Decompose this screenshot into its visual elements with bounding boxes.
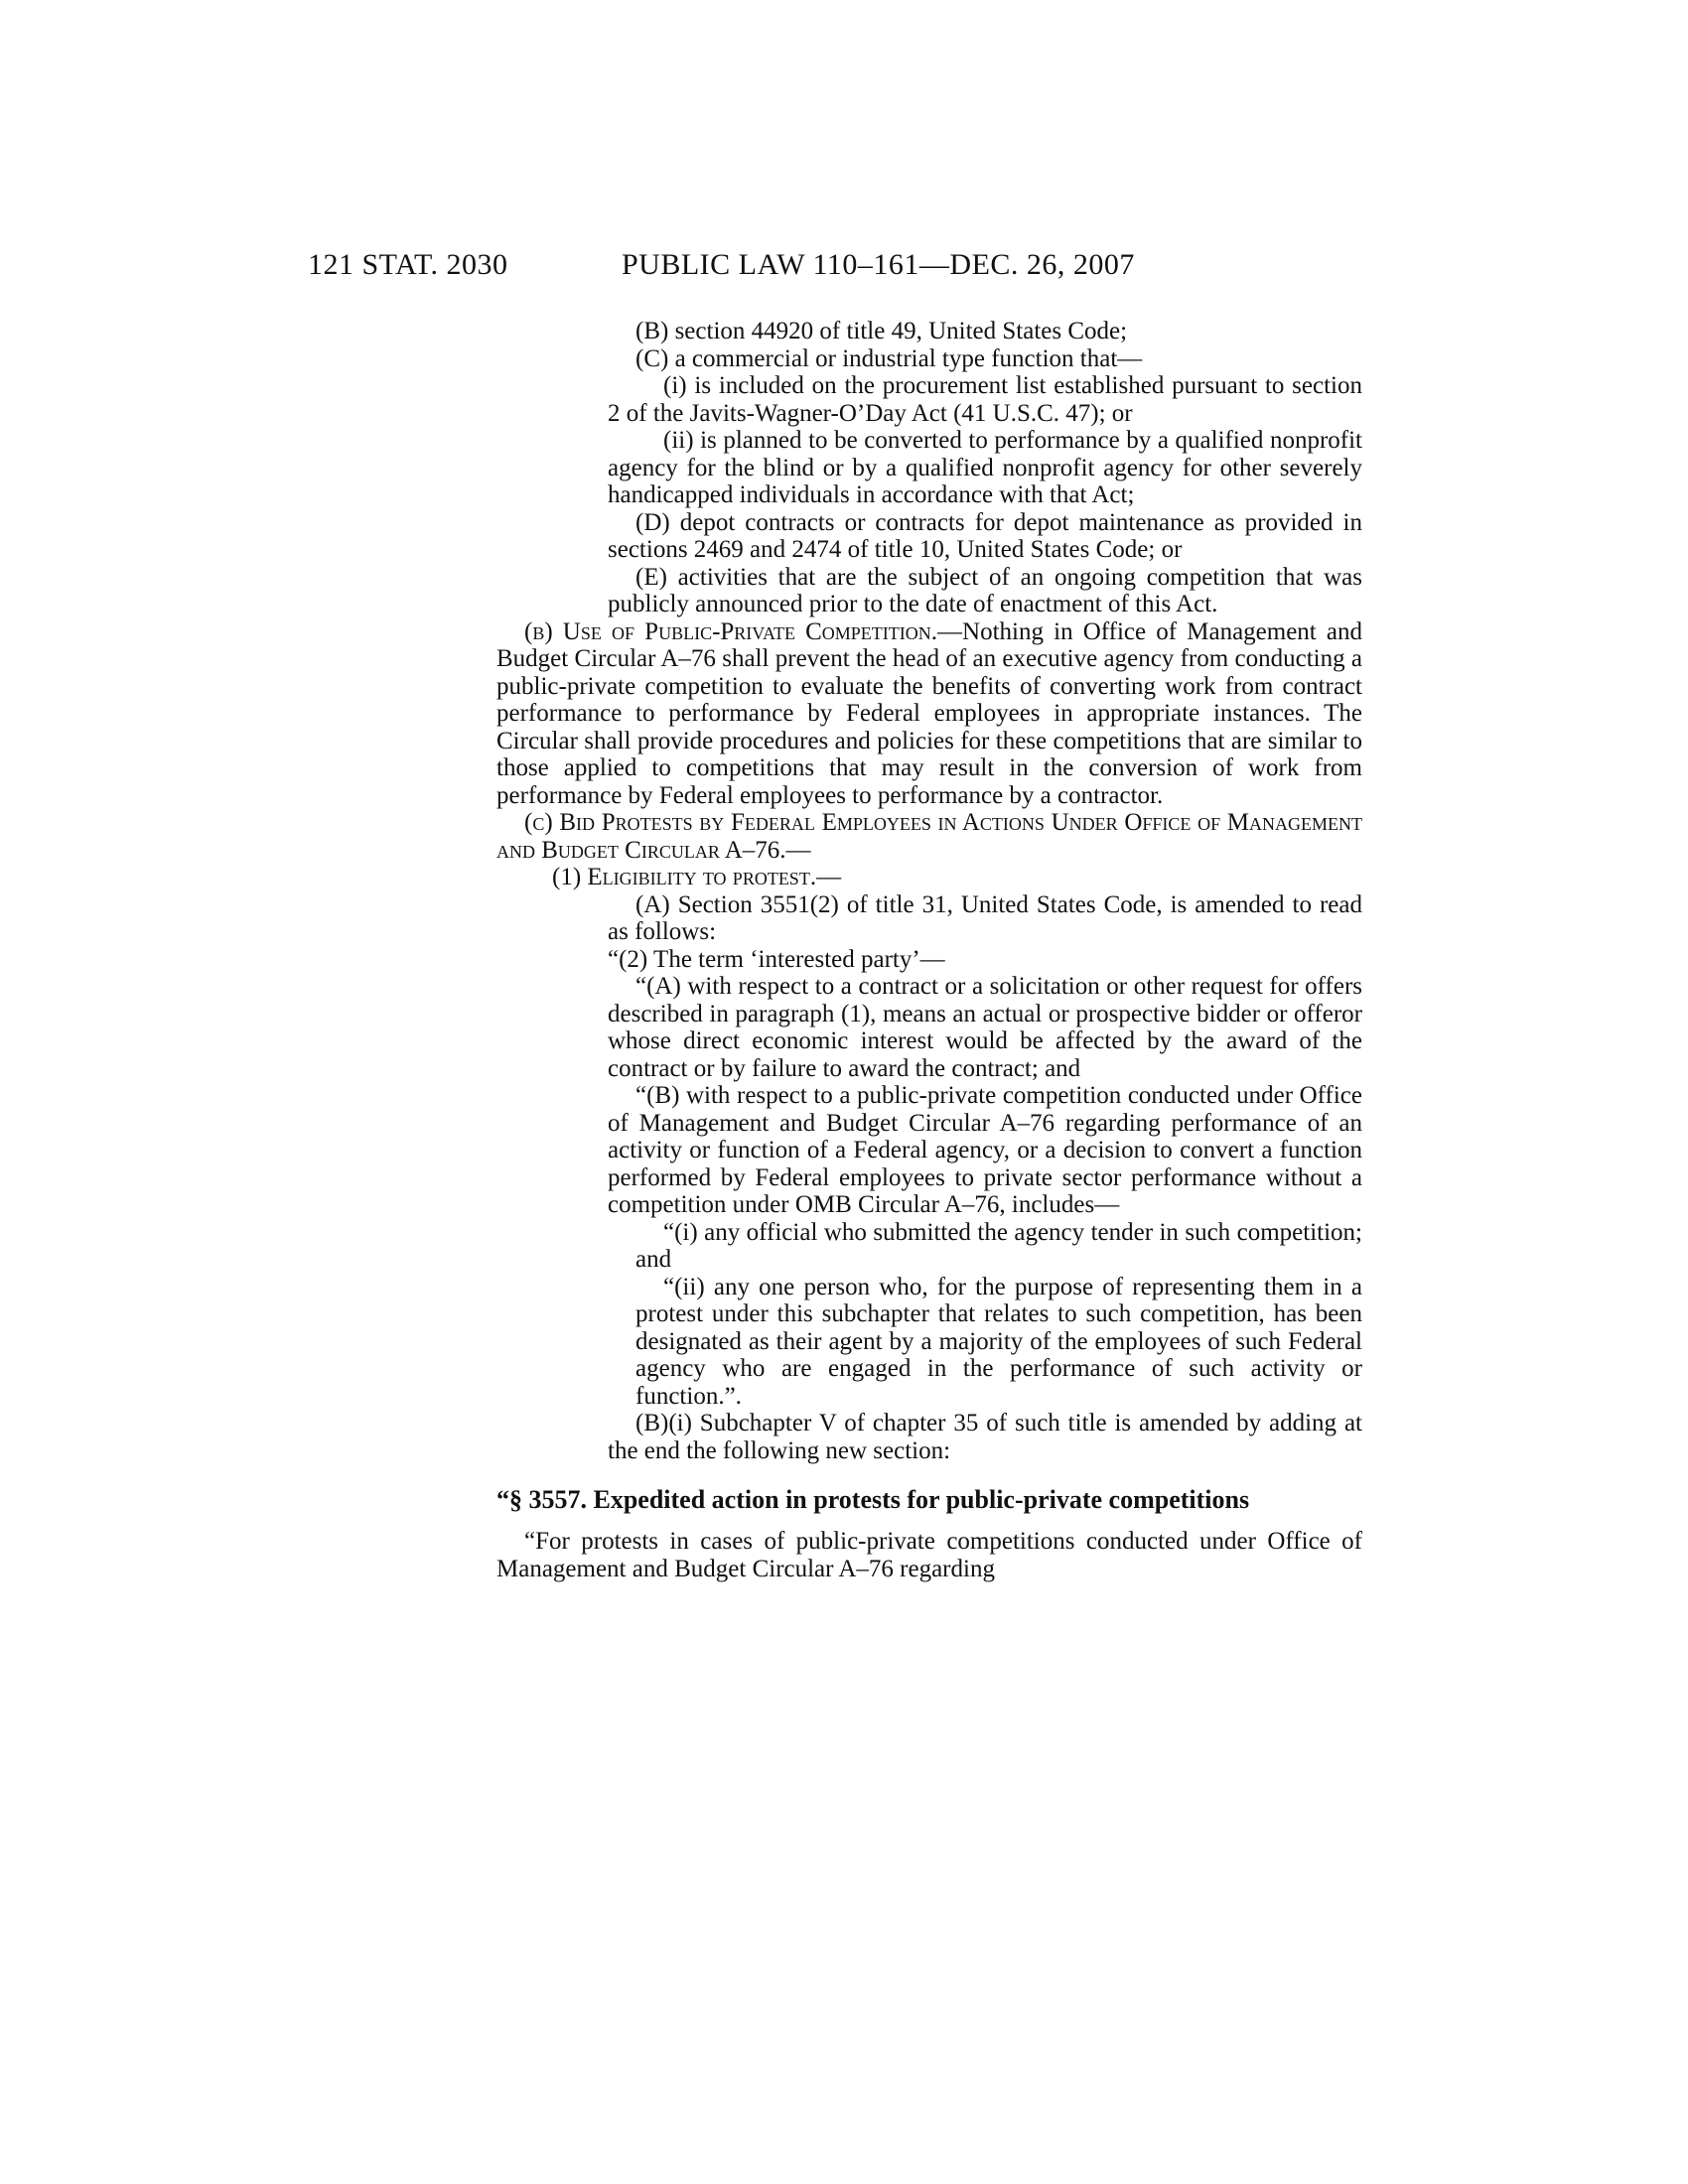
subparagraph-a-section-3551: (A) Section 3551(2) of title 31, United States Code, is amended to read as follows: (608, 890, 1362, 945)
subsection-b-heading: (b) Use of Public-Private Competition. (524, 617, 938, 645)
paragraph-d-depot-contracts: (D) depot contracts or contracts for depot maintenance as provided in sections 2469 and 2474 of title 10, United States Code; or (608, 508, 1362, 563)
paragraph-b-section-44920: (B) section 44920 of title 49, United States Code; (635, 318, 1128, 344)
statute-page-reference: 121 STAT. 2030 (308, 248, 508, 281)
quoted-subparagraph-a: “(A) with respect to a contract or a solicitation or other request for offers described in paragraph (1), means an actual or prospective bidder or offeror whose direct economic interest would be affected by the award of the contract or by failure to award the contract; and (608, 973, 1362, 1082)
section-3557-text: “For protests in cases of public-private competitions conducted under Office of Management and Budget Circular A–76 regarding (496, 1528, 1362, 1582)
paragraph-1-eligibility-heading: (1) Eligibility to protest.— (552, 864, 842, 890)
document-body (496, 318, 1362, 1582)
public-law-reference: PUBLIC LAW 110–161—DEC. 26, 2007 (622, 248, 1135, 281)
clause-i-procurement-list: (i) is included on the procurement list established pursuant to section 2 of the Javits-Wagner-O’Day Act (41 U.S.C. 47); or (608, 372, 1362, 427)
paragraph-e-ongoing-competition: (E) activities that are the subject of an ongoing competition that was publicly announced prior to the date of enactment of this Act. (608, 563, 1362, 617)
subsection-b-use-of-competition (496, 618, 1362, 810)
paragraph-c-commercial-function: (C) a commercial or industrial type function that— (635, 344, 1143, 372)
page-header (0, 248, 1688, 288)
quoted-clause-ii-designated-agent: “(ii) any one person who, for the purpose of representing them in a protest under this subchapter that relates to such competition, has been designated as their agent by a majority of the employees of such Federal agency who are engaged in the performance of such activity or function.”. (635, 1273, 1362, 1410)
section-3557-heading: “§ 3557. Expedited action in protests for public-private competitions (496, 1485, 1250, 1514)
quoted-clause-i-official: “(i) any official who submitted the agency tender in such competition; and (635, 1218, 1362, 1273)
clause-ii-nonprofit-conversion: (ii) is planned to be converted to performance by a qualified nonprofit agency for the blind or by a qualified nonprofit agency for other severely handicapped individuals in accordance with that Act; (608, 427, 1362, 508)
subsection-c-bid-protests-heading: (c) Bid Protests by Federal Employees in Actions Under Office of Management and Budget Circular A–76.— (496, 809, 1362, 864)
quoted-definition-interested-party: “(2) The term ‘interested party’— (608, 945, 945, 973)
subparagraph-b-i-new-section: (B)(i) Subchapter V of chapter 35 of such title is amended by adding at the end the following new section: (608, 1410, 1362, 1464)
subsection-b-text: —Nothing in Office of Management and Budget Circular A–76 shall prevent the head of an executive agency from conducting a public-private competition to evaluate the benefits of converting work from contract performance to performance by Federal employees in appropriate instances. The Circular shall provide procedures and policies for these competitions that are similar to those applied to competitions that may result in the conversion of work from performance by Federal employees to performance by a contractor. (496, 617, 1362, 809)
quoted-subparagraph-b: “(B) with respect to a public-private competition conducted under Office of Management and Budget Circular A–76 regarding performance of an activity or function of a Federal agency, or a decision to convert a function performed by Federal employees to private sector performance without a competition under OMB Circular A–76, includes— (608, 1082, 1362, 1218)
